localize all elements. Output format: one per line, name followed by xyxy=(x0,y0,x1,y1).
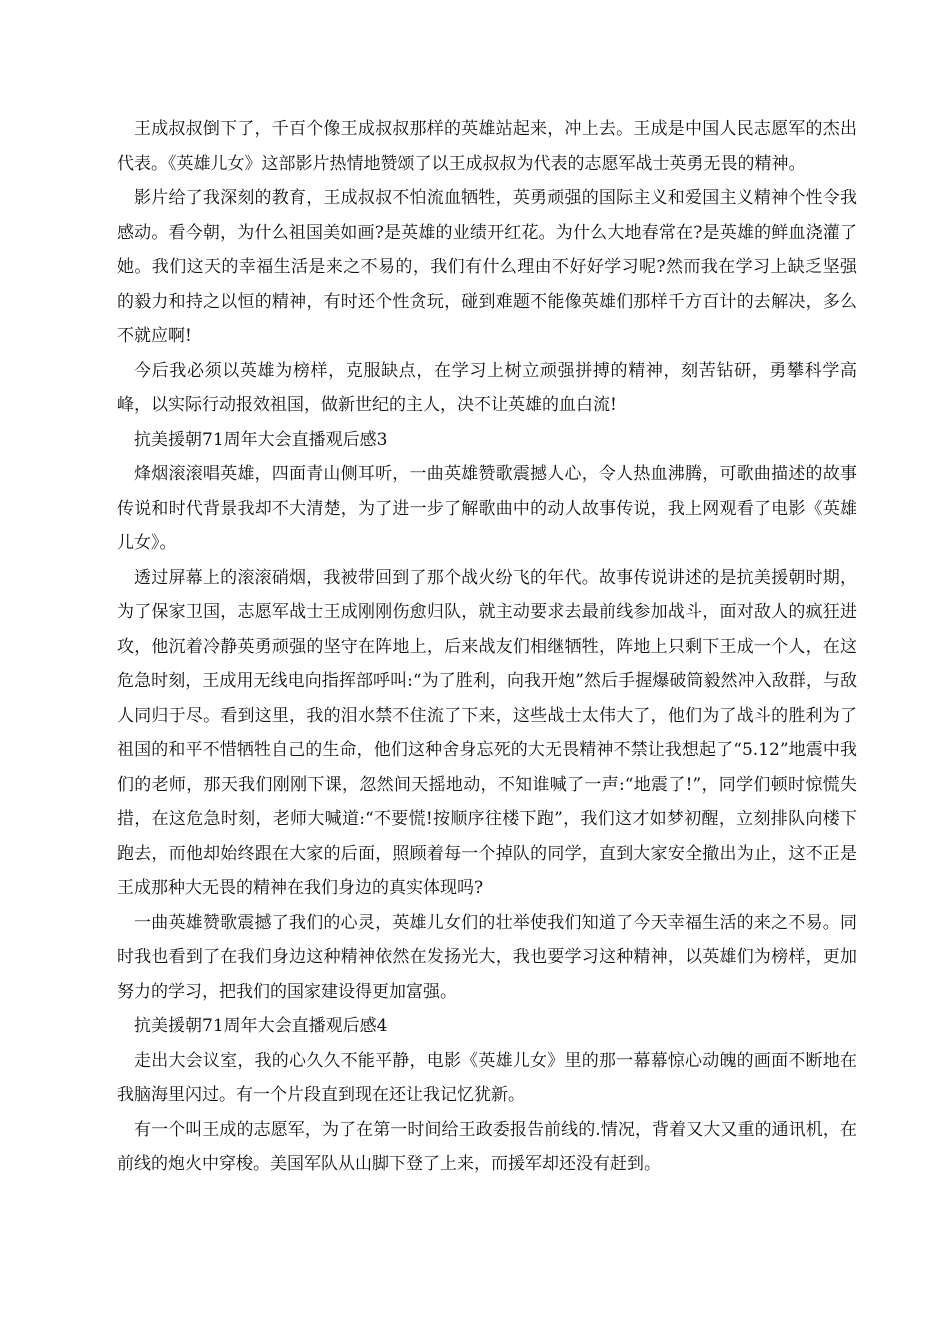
section-heading: 抗美援朝71周年大会直播观后感3 xyxy=(134,429,388,450)
paragraph: 有一个叫王成的志愿军，为了在第一时间给王政委报告前线的.情况，背着又大又重的通讯机，在前线的炮火中穿梭。美国军队从山脚下登了上来，而援军却还没有赶到。 xyxy=(117,1119,857,1174)
paragraph: 透过屏幕上的滚滚硝烟，我被带回到了那个战火纷飞的年代。故事传说讲述的是抗美援朝时期，为了保家卫国，志愿军战士王成刚刚伤愈归队，就主动要求去最前线参加战斗，面对敌人的疯狂进攻，他沉着冷静英勇顽强的坚守在阵地上，后来战友们相继牺牲，阵地上只剩下王成一个人，在这危急时刻，王成用无线电向指挥部呼叫:“为了胜利，向我开炮”然后手握爆破筒毅然冲入敌群，与敌人同归于尽。看到这里，我的泪水禁不住流了下来，这些战士太伟大了，他们为了战斗的胜利为了祖国的和平不惜牺牲自己的生命，他们这种舍身忘死的大无畏精神不禁让我想起了“5.12”地震中我们的老师，那天我们刚刚下课，忽然间天摇地动，不知谁喊了一声:“地震了!”，同学们顿时惊慌失措，在这危急时刻，老师大喊道:“不要慌!按顺序往楼下跑”，我们这才如梦初醒，立刻排队向楼下跑去，而他却始终跟在大家的后面，照顾着每一个掉队的同学，直到大家安全撤出为止，这不正是王成那种大无畏的精神在我们身边的真实体现吗? xyxy=(117,567,857,898)
paragraph: 王成叔叔倒下了，千百个像王成叔叔那样的英雄站起来，冲上去。王成是中国人民志愿军的杰出代表。《英雄儿女》这部影片热情地赞颂了以王成叔叔为代表的志愿军战士英勇无畏的精神。 xyxy=(117,119,857,174)
section-heading: 抗美援朝71周年大会直播观后感4 xyxy=(134,1016,388,1036)
paragraph: 烽烟滚滚唱英雄，四面青山侧耳听，一曲英雄赞歌震撼人心，令人热血沸腾，可歌曲描述的故事传说和时代背景我却不大清楚，为了进一步了解歌曲中的动人故事传说，我上网观看了电影《英雄儿女》。 xyxy=(117,464,857,553)
paragraph: 影片给了我深刻的教育，王成叔叔不怕流血牺牲，英勇顽强的国际主义和爱国主义精神个性令我感动。看今朝，为什么祖国美如画?是英雄的业绩开红花。为什么大地春常在?是英雄的鲜血浇灌了她。我们这天的幸福生活是来之不易的，我们有什么理由不好好学习呢?然而我在学习上缺乏坚强的毅力和持之以恒的精神，有时还个性贪玩，碰到难题不能像英雄们那样千方百计的去解决，多么不就应啊! xyxy=(117,188,857,346)
paragraph: 一曲英雄赞歌震撼了我们的心灵，英雄儿女们的壮举使我们知道了今天幸福生活的来之不易。同时我也看到了在我们身边这种精神依然在发扬光大，我也要学习这种精神，以英雄们为榜样，更加努力的学习，把我们的国家建设得更加富强。 xyxy=(117,912,857,1002)
document-body xyxy=(117,112,857,1182)
paragraph: 今后我必须以英雄为榜样，克服缺点，在学习上树立顽强拼搏的精神，刻苦钻研，勇攀科学高峰，以实际行动报效祖国，做新世纪的主人，决不让英雄的血白流! xyxy=(117,360,857,415)
paragraph: 走出大会议室，我的心久久不能平静，电影《英雄儿女》里的那一幕幕惊心动魄的画面不断地在我脑海里闪过。有一个片段直到现在还让我记忆犹新。 xyxy=(117,1050,857,1105)
